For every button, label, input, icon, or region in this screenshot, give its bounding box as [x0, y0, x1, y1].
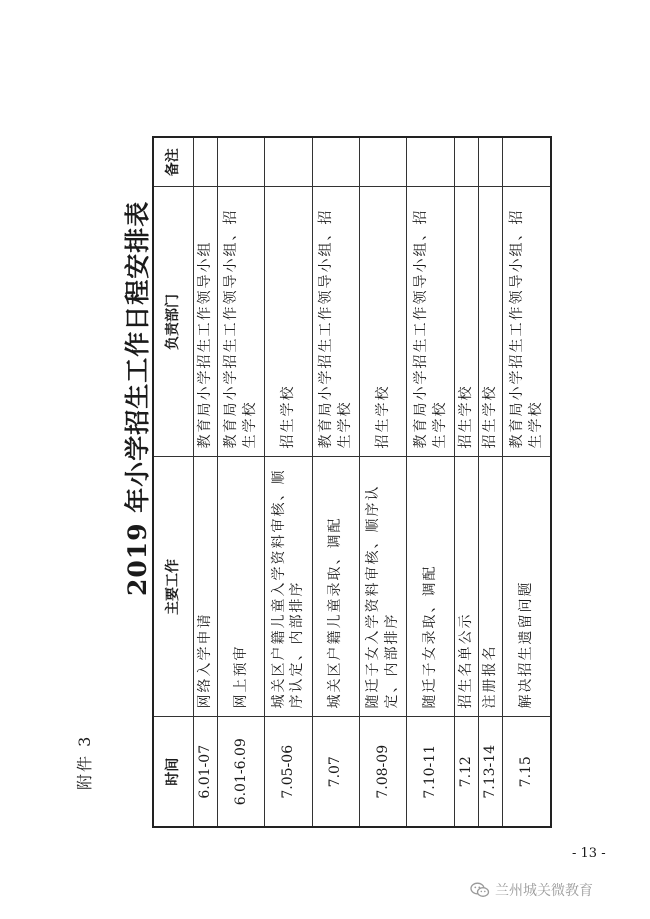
row-task: 随迁子女入学资料审核、顺序认定、内部排序: [360, 457, 407, 717]
watermark: [470, 880, 593, 900]
row-task: 随迁子女录取、调配: [407, 457, 454, 717]
header-task: 主要工作: [153, 457, 193, 717]
schedule-table: [152, 136, 552, 828]
row-note: [479, 137, 503, 187]
page-title: 2019 年小学招生工作日程安排表: [123, 200, 152, 596]
row-time: 7.07: [312, 717, 359, 827]
header-note: 备注: [153, 137, 193, 187]
table-row: [479, 137, 503, 827]
row-note: [217, 137, 264, 187]
row-note: [454, 137, 478, 187]
table-row: [360, 137, 407, 827]
row-time: 7.05-06: [265, 717, 312, 827]
row-time: 7.12: [454, 717, 478, 827]
row-dept: 教育局小学招生工作领导小组、招生学校: [407, 187, 454, 457]
attachment-label: 附件 3: [75, 734, 94, 790]
table-header-row: [153, 137, 193, 827]
row-task: 城关区户籍儿童入学资料审核、顺序认定、内部排序: [265, 457, 312, 717]
schedule-table-wrap: [152, 138, 552, 828]
row-time: 6.01-07: [193, 717, 217, 827]
table-row: [193, 137, 217, 827]
row-note: [312, 137, 359, 187]
page-number: - 13 -: [572, 846, 606, 861]
row-time: 7.10-11: [407, 717, 454, 827]
row-dept: 招生学校: [360, 187, 407, 457]
header-time: 时间: [153, 717, 193, 827]
row-note: [193, 137, 217, 187]
row-note: [265, 137, 312, 187]
row-dept: 招生学校: [454, 187, 478, 457]
row-dept: 招生学校: [265, 187, 312, 457]
table-row: [454, 137, 478, 827]
table-row: [312, 137, 359, 827]
table-row: [407, 137, 454, 827]
row-task: 招生名单公示: [454, 457, 478, 717]
row-dept: 招生学校: [479, 187, 503, 457]
table-row: [217, 137, 264, 827]
row-note: [503, 137, 551, 187]
row-task: 解决招生遗留问题: [503, 457, 551, 717]
row-time: 7.13-14: [479, 717, 503, 827]
row-time: 7.08-09: [360, 717, 407, 827]
row-task: 注册报名: [479, 457, 503, 717]
row-time: 6.01-6.09: [217, 717, 264, 827]
row-note: [407, 137, 454, 187]
row-task: 城关区户籍儿童录取、调配: [312, 457, 359, 717]
row-dept: 教育局小学招生工作领导小组: [193, 187, 217, 457]
header-dept: 负责部门: [153, 187, 193, 457]
watermark-text: 兰州城关微教育: [495, 883, 593, 899]
row-dept: 教育局小学招生工作领导小组、招生学校: [503, 187, 551, 457]
table-row: [503, 137, 551, 827]
row-task: 网络入学申请: [193, 457, 217, 717]
row-note: [360, 137, 407, 187]
wechat-icon: [470, 882, 490, 898]
row-time: 7.15: [503, 717, 551, 827]
row-dept: 教育局小学招生工作领导小组、招生学校: [217, 187, 264, 457]
table-row: [265, 137, 312, 827]
row-dept: 教育局小学招生工作领导小组、招生学校: [312, 187, 359, 457]
row-task: 网上预审: [217, 457, 264, 717]
